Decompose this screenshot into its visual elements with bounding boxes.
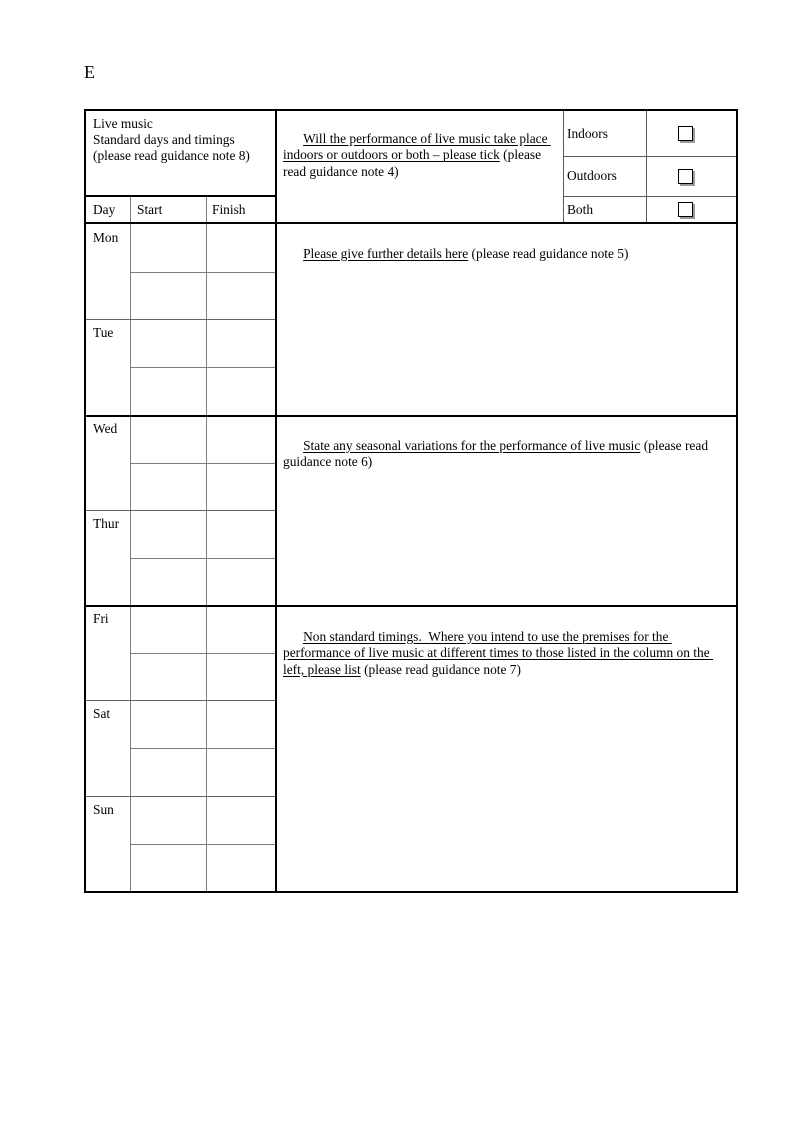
vertical-divider [275, 111, 277, 891]
day-label-wed: Wed [93, 421, 118, 436]
time-cell-fri-start-2[interactable] [131, 654, 205, 699]
time-cell-sat-finish-2[interactable] [207, 749, 274, 795]
option-cell-both [648, 197, 736, 222]
time-cell-sat-start-2[interactable] [131, 749, 205, 795]
time-cell-mon-finish-2[interactable] [207, 273, 274, 318]
time-cell-mon-finish-1[interactable] [207, 225, 274, 271]
cell-title-line: (please read guidance note 8) [93, 148, 250, 164]
time-cell-sat-start-1[interactable] [131, 701, 205, 747]
option-label-text: Outdoors [567, 168, 617, 183]
outdoors-checkbox[interactable] [678, 169, 693, 184]
option-label-outdoors [567, 157, 645, 195]
option-label-text: Both [567, 201, 594, 217]
time-cell-wed-start-1[interactable] [131, 417, 205, 462]
vertical-divider [646, 111, 647, 222]
seasonal-variations-input-area[interactable] [278, 459, 736, 604]
further-details-input-area[interactable] [278, 251, 736, 414]
day-label-sat: Sat [93, 706, 111, 721]
time-cell-thur-start-1[interactable] [131, 511, 205, 557]
section-letter: E [84, 62, 95, 82]
cell-title-line: Standard days and timings [93, 132, 235, 148]
time-cell-sun-finish-1[interactable] [207, 797, 274, 843]
option-label-indoors [567, 111, 645, 156]
further-details-note: (please read guidance note 5) [468, 245, 629, 261]
option-label-text: Indoors [567, 125, 608, 141]
column-header-start [137, 197, 162, 222]
live-music-title-cell [93, 116, 271, 165]
time-cell-wed-start-2[interactable] [131, 464, 205, 509]
vertical-divider [563, 111, 564, 222]
time-cell-wed-finish-1[interactable] [207, 417, 274, 462]
time-cell-mon-start-2[interactable] [131, 273, 205, 318]
time-cell-fri-start-1[interactable] [131, 607, 205, 652]
time-cell-sun-finish-2[interactable] [207, 845, 274, 890]
column-header-text: Start [137, 201, 163, 217]
time-cell-thur-finish-2[interactable] [207, 559, 274, 604]
day-label-tue: Tue [93, 325, 114, 340]
live-music-section-table [84, 109, 738, 893]
option-cell-outdoors [648, 157, 736, 195]
option-label-both [567, 197, 645, 222]
time-cell-mon-start-1[interactable] [131, 225, 205, 271]
time-cell-thur-start-2[interactable] [131, 559, 205, 604]
time-cell-tue-finish-1[interactable] [207, 320, 274, 366]
time-cell-thur-finish-1[interactable] [207, 511, 274, 557]
non-standard-timings-underlined: Non standard timings. Where you intend to use the premises for the performance of live music at different times to those listed in the column on the left, please list [283, 628, 714, 677]
time-cell-sun-start-1[interactable] [131, 797, 205, 843]
time-cell-wed-finish-2[interactable] [207, 464, 274, 509]
question-underlined-text: Will the performance of live music take place indoors or outdoors or both – please tick [283, 131, 551, 163]
time-cell-tue-start-2[interactable] [131, 368, 205, 414]
time-cell-tue-start-1[interactable] [131, 320, 205, 366]
further-details-underlined: Please give further details here [303, 245, 469, 261]
day-label-mon: Mon [93, 230, 119, 245]
horizontal-divider [86, 222, 736, 224]
both-checkbox[interactable] [678, 202, 693, 217]
cell-title-line: Live music [93, 116, 153, 131]
column-header-text: Finish [212, 201, 246, 217]
time-cell-tue-finish-2[interactable] [207, 368, 274, 414]
day-label-fri: Fri [93, 611, 109, 626]
non-standard-timings-input-area[interactable] [278, 667, 736, 890]
option-cell-indoors [648, 111, 736, 156]
indoor-outdoor-question [283, 115, 561, 196]
time-cell-sat-finish-1[interactable] [207, 701, 274, 747]
time-cell-fri-finish-1[interactable] [207, 607, 274, 652]
day-label-thur: Thur [93, 516, 120, 531]
time-cell-fri-finish-2[interactable] [207, 654, 274, 699]
column-header-text: Day [93, 201, 116, 217]
seasonal-variations-underlined: State any seasonal variations for the performance of live music [303, 437, 641, 453]
time-cell-sun-start-2[interactable] [131, 845, 205, 890]
seasonal-variations-note: (please read guidance note 6) [283, 437, 712, 469]
column-header-day [93, 197, 115, 222]
indoors-checkbox[interactable] [678, 126, 693, 141]
day-label-sun: Sun [93, 802, 114, 817]
non-standard-timings-note: (please read guidance note 7) [360, 661, 521, 677]
column-header-finish [212, 197, 246, 222]
question-note-text: (please read guidance note 4) [283, 147, 545, 179]
